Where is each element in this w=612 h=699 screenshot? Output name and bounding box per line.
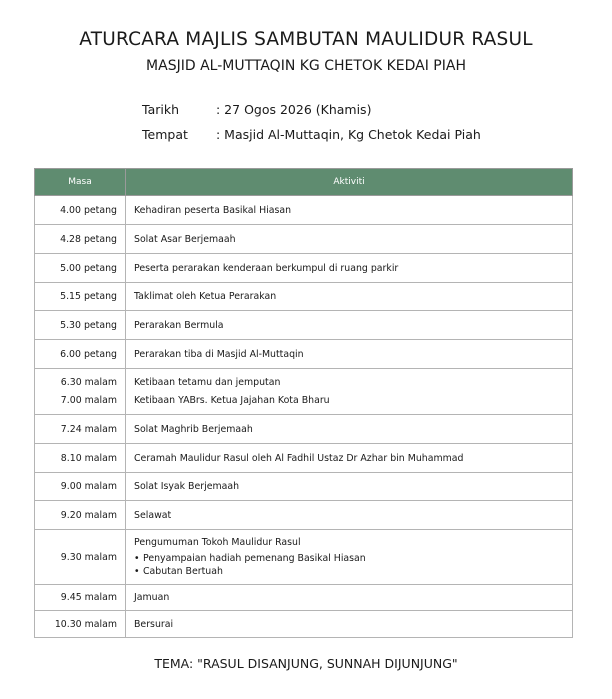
activity-cell: Solat Isyak Berjemaah — [126, 473, 573, 501]
place-label: Tempat — [142, 127, 188, 142]
theme-footer: TEMA: "RASUL DISANJUNG, SUNNAH DIJUNJUNG" — [154, 656, 458, 671]
date-label: Tarikh — [142, 102, 179, 117]
place-line — [142, 127, 481, 142]
activity-cell: Solat Asar Berjemaah — [126, 225, 573, 254]
time-cell: 6.00 petang — [35, 340, 126, 369]
activity-cell: Jamuan — [126, 585, 573, 611]
date-line — [142, 102, 371, 117]
table-row — [35, 530, 573, 585]
time-cell: 10.30 malam — [35, 611, 126, 638]
table-row — [35, 473, 573, 501]
table-row — [35, 415, 573, 444]
list-item: • Cabutan Bertuah — [134, 565, 564, 578]
time-cell — [35, 369, 126, 415]
time-cell: 5.00 petang — [35, 254, 126, 283]
time-cell: 4.00 petang — [35, 196, 126, 225]
activity-cell: Solat Maghrib Berjemaah — [126, 415, 573, 444]
time-cell: 9.00 malam — [35, 473, 126, 501]
place-value: : Masjid Al-Muttaqin, Kg Chetok Kedai Piah — [216, 127, 481, 142]
table-row — [35, 283, 573, 311]
time-cell: 9.45 malam — [35, 585, 126, 611]
schedule-table — [34, 168, 573, 638]
activity-line: Ketibaan tetamu dan jemputan — [134, 376, 281, 388]
header-masa: Masa — [35, 169, 126, 196]
table-row — [35, 340, 573, 369]
table-row — [35, 196, 573, 225]
bullet-list — [134, 552, 564, 578]
time-cell: 8.10 malam — [35, 444, 126, 473]
activity-cell: Selawat — [126, 501, 573, 530]
time-line: 7.00 malam — [60, 394, 117, 406]
activity-cell — [126, 369, 573, 415]
activity-cell: Perarakan Bermula — [126, 311, 573, 340]
activity-line: Pengumuman Tokoh Maulidur Rasul — [134, 537, 301, 548]
table-header-row — [35, 169, 573, 196]
header-aktiviti: Aktiviti — [126, 169, 573, 196]
activity-cell: Bersurai — [126, 611, 573, 638]
time-line: 6.30 malam — [60, 376, 117, 388]
time-cell: 5.15 petang — [35, 283, 126, 311]
activity-cell: Kehadiran peserta Basikal Hiasan — [126, 196, 573, 225]
page-subtitle: MASJID AL-MUTTAQIN KG CHETOK KEDAI PIAH — [146, 58, 466, 74]
table-row — [35, 254, 573, 283]
list-item: • Penyampaian hadiah pemenang Basikal Hiasan — [134, 552, 564, 565]
table-row — [35, 585, 573, 611]
time-cell: 9.20 malam — [35, 501, 126, 530]
page-title: ATURCARA MAJLIS SAMBUTAN MAULIDUR RASUL — [79, 29, 533, 50]
time-cell: 7.24 malam — [35, 415, 126, 444]
activity-cell — [126, 530, 573, 585]
activity-cell: Peserta perarakan kenderaan berkumpul di ruang parkir — [126, 254, 573, 283]
table-row — [35, 225, 573, 254]
table-row — [35, 444, 573, 473]
time-cell: 5.30 petang — [35, 311, 126, 340]
date-value: : 27 Ogos 2026 (Khamis) — [216, 102, 372, 117]
time-cell: 9.30 malam — [35, 530, 126, 585]
activity-cell: Perarakan tiba di Masjid Al-Muttaqin — [126, 340, 573, 369]
activity-cell: Ceramah Maulidur Rasul oleh Al Fadhil Ustaz Dr Azhar bin Muhammad — [126, 444, 573, 473]
table-row — [35, 611, 573, 638]
activity-line: Ketibaan YABrs. Ketua Jajahan Kota Bharu — [134, 394, 330, 406]
table-row — [35, 501, 573, 530]
activity-cell: Taklimat oleh Ketua Perarakan — [126, 283, 573, 311]
time-cell: 4.28 petang — [35, 225, 126, 254]
table-row — [35, 311, 573, 340]
table-row — [35, 369, 573, 415]
